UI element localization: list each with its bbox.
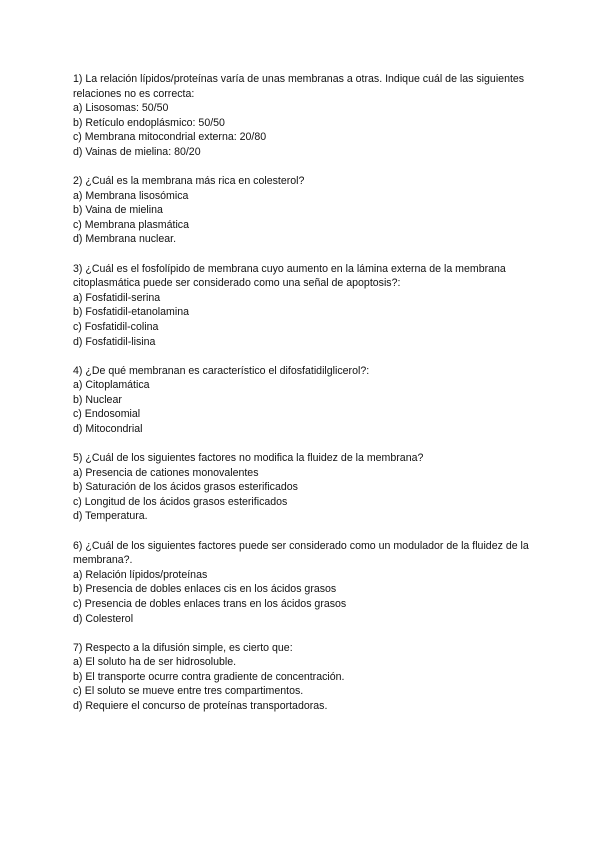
option-b: b) Fosfatidil-etanolamina (73, 306, 189, 319)
option-d: d) Temperatura. (73, 510, 148, 523)
option-a: a) Fosfatidil-serina (73, 291, 161, 304)
option-c: c) Presencia de dobles enlaces trans en los ácidos grasos (73, 597, 347, 610)
question-7 (73, 641, 543, 714)
option-b: b) Retículo endoplásmico: 50/50 (73, 116, 225, 129)
option-d: d) Colesterol (73, 612, 134, 625)
question-6 (73, 539, 543, 627)
option-b: b) El transporte ocurre contra gradiente de concentración. (73, 670, 345, 683)
option-a: a) Presencia de cationes monovalentes (73, 466, 259, 479)
question-3 (73, 262, 543, 350)
question-text: 2) ¿Cuál es la membrana más rica en colesterol? (73, 175, 305, 188)
option-c: c) Longitud de los ácidos grasos esterificados (73, 495, 288, 508)
option-a: a) Citoplamática (73, 379, 150, 392)
question-4 (73, 364, 543, 437)
option-b: b) Saturación de los ácidos grasos esterificados (73, 481, 298, 494)
option-d: d) Fosfatidil-lisina (73, 335, 156, 348)
question-text: 4) ¿De qué membranan es característico el difosfatidilglicerol?: (73, 364, 370, 377)
option-a: a) Membrana lisosómica (73, 189, 189, 202)
option-a: a) El soluto ha de ser hidrosoluble. (73, 656, 237, 669)
question-2 (73, 174, 543, 247)
option-d: d) Mitocondrial (73, 422, 143, 435)
question-text: 1) La relación lípidos/proteínas varía de unas membranas a otras. Indique cuál de las siguientes relaciones no es correcta: (73, 73, 525, 100)
option-d: d) Requiere el concurso de proteínas transportadoras. (73, 699, 328, 712)
option-c: c) Membrana plasmática (73, 218, 189, 231)
option-c: c) Fosfatidil-colina (73, 320, 159, 333)
option-a: a) Lisosomas: 50/50 (73, 102, 169, 115)
option-d: d) Membrana nuclear. (73, 233, 177, 246)
option-b: b) Nuclear (73, 393, 122, 406)
question-text: 7) Respecto a la difusión simple, es cierto que: (73, 641, 293, 654)
question-5 (73, 451, 543, 524)
question-text: 3) ¿Cuál es el fosfolípido de membrana cuyo aumento en la lámina externa de la membrana citoplasmática puede ser considerado como una señal de apoptosis?: (73, 262, 506, 290)
option-d: d) Vainas de mielina: 80/20 (73, 145, 201, 158)
option-b: b) Presencia de dobles enlaces cis en los ácidos grasos (73, 583, 337, 596)
option-a: a) Relación lípidos/proteínas (73, 568, 208, 581)
option-c: c) Endosomial (73, 408, 141, 421)
question-1 (73, 72, 543, 160)
question-text: 6) ¿Cuál de los siguientes factores puede ser considerado como un modulador de la fluidez de la membrana?. (73, 539, 529, 567)
question-text: 5) ¿Cuál de los siguientes factores no modifica la fluidez de la membrana? (73, 452, 424, 465)
option-c: c) El soluto se mueve entre tres compartimentos. (73, 685, 304, 698)
option-c: c) Membrana mitocondrial externa: 20/80 (73, 131, 267, 144)
question-sheet (73, 72, 543, 728)
option-b: b) Vaina de mielina (73, 204, 163, 217)
